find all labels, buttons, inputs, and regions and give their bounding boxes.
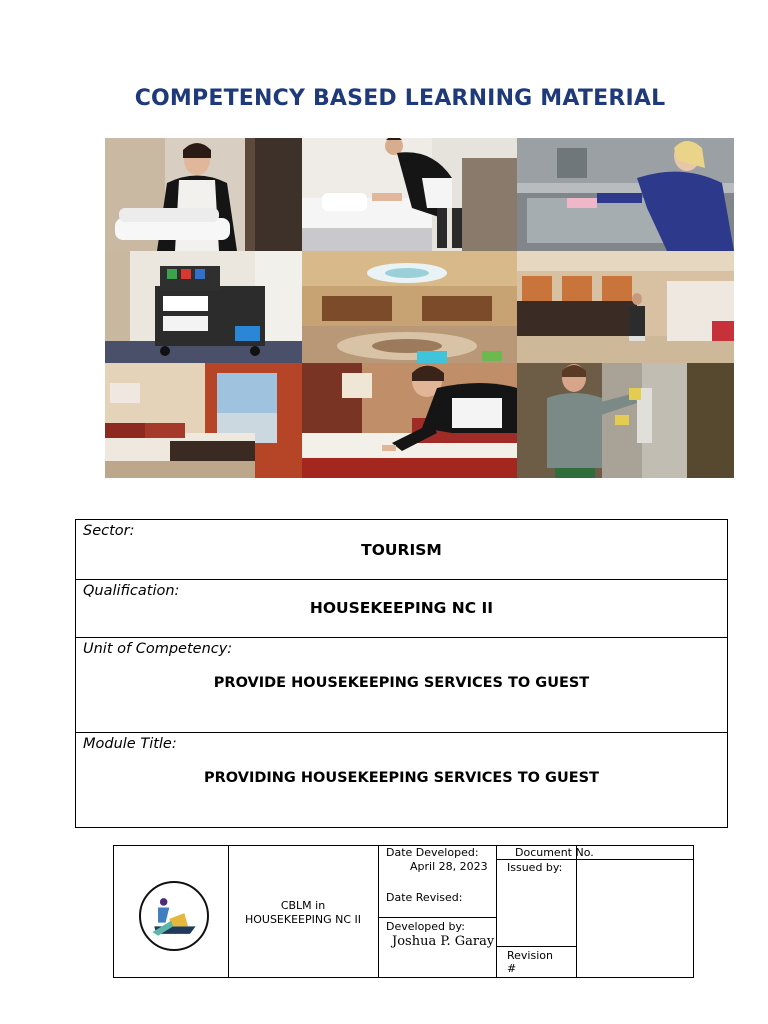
photo-maid-making-bed [302, 138, 517, 251]
document-no-label: Document No. [515, 846, 594, 859]
revision-hash: # [507, 962, 517, 975]
module-title-row [76, 733, 727, 827]
blank-cell [576, 846, 693, 977]
issued-by-label: Issued by: [507, 861, 563, 874]
photo-hotel-bedroom [105, 363, 302, 478]
qualification-value: HOUSEKEEPING NC II [309, 599, 494, 617]
cblm-line-2: HOUSEKEEPING NC II [244, 913, 362, 926]
photo-maid-holding-towels [105, 138, 302, 251]
date-revised-label: Date Revised: [386, 891, 463, 904]
date-developed-value: April 28, 2023 [410, 860, 488, 873]
unit-of-competency-row [76, 638, 727, 733]
module-title-value: PROVIDING HOUSEKEEPING SERVICES TO GUEST [204, 770, 599, 786]
dates-cell [379, 846, 497, 977]
document-title: COMPETENCY BASED LEARNING MATERIAL [134, 86, 666, 111]
photo-collage [105, 138, 734, 478]
module-title-label: Module Title: [83, 736, 177, 752]
photo-maid-smoothing-bedsheet [302, 363, 517, 478]
revision-label: Revision [507, 949, 553, 962]
cblm-cell [228, 846, 379, 977]
cblm-line-1: CBLM in [280, 899, 326, 912]
qualification-label: Qualification: [83, 583, 180, 599]
photo-worker-cleaning-kitchen [517, 138, 734, 251]
issued-revision-cell [497, 846, 594, 977]
unit-of-competency-label: Unit of Competency: [83, 641, 233, 657]
photo-housekeeping-cart [105, 251, 302, 363]
developed-by-label: Developed by: [386, 920, 465, 933]
developed-by-value: Joshua P. Garay [392, 934, 495, 949]
logo-cell [114, 846, 229, 977]
sector-value: TOURISM [361, 541, 442, 559]
document-control-table [113, 845, 694, 978]
sector-row [76, 520, 727, 580]
institution-logo [139, 881, 209, 951]
unit-of-competency-value: PROVIDE HOUSEKEEPING SERVICES TO GUEST [213, 675, 590, 691]
competency-info-table [75, 519, 728, 828]
photo-hotel-lobby [302, 251, 517, 363]
qualification-row [76, 580, 727, 638]
photo-staff-cleaning-hallway [517, 251, 734, 363]
date-developed-label: Date Developed: [386, 846, 479, 859]
sector-label: Sector: [83, 523, 135, 539]
photo-worker-cleaning-elevator [517, 363, 734, 478]
